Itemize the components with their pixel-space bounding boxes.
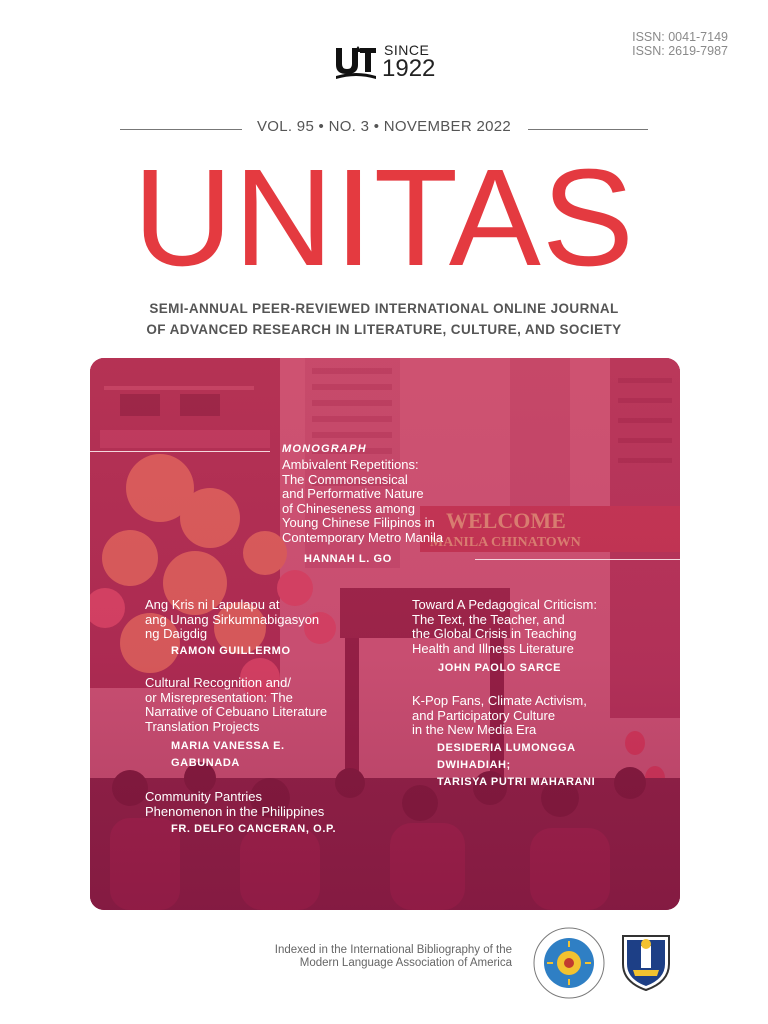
article-title-line: The Text, the Teacher, and — [412, 611, 565, 627]
article-right-1-author: JOHN PAOLO SARCE — [438, 662, 562, 674]
indexing-line-2: Modern Language Association of America — [299, 957, 512, 969]
monograph-title-line: of Chineseness among — [282, 500, 415, 516]
author-line: DWIHADIAH; — [437, 759, 511, 771]
issn-online: ISSN: 2619-7987 — [632, 44, 728, 58]
issn-block — [632, 30, 728, 58]
article-title-line: the Global Crisis in Teaching — [412, 626, 577, 641]
article-title-line: in the New Media Era — [412, 722, 537, 737]
article-title-line: Cultural Recognition and/ — [145, 675, 291, 690]
monograph-title-line: The Commonsensical — [282, 471, 408, 487]
indexing-note — [275, 944, 512, 970]
article-title-line: Community Pantries — [145, 789, 263, 804]
logo-since: SINCE — [384, 42, 430, 58]
article-title-line: Health and Illness Literature — [412, 640, 574, 656]
ust-logo — [334, 40, 444, 84]
article-left-3-title — [145, 790, 324, 819]
article-left-1-author: RAMON GUILLERMO — [171, 645, 291, 657]
monograph-label: MONOGRAPH — [282, 443, 367, 455]
article-right-2-title — [412, 694, 587, 738]
monograph-rule-right — [475, 559, 680, 560]
monograph-title-line: Young Chinese Filipinos in — [282, 515, 435, 530]
article-title-line: Phenomenon in the Philippines — [145, 803, 325, 819]
monograph-title-line: Contemporary Metro Manila — [282, 529, 444, 545]
article-title-line: Translation Projects — [145, 718, 260, 734]
article-left-2-title — [145, 676, 327, 734]
monograph-title-line: and Performative Nature — [282, 486, 424, 501]
ust-book-icon — [334, 42, 378, 80]
author-line: MARIA VANESSA E. — [171, 740, 285, 752]
article-left-1-title — [145, 598, 319, 642]
volume-rule-left — [120, 129, 242, 130]
volume-text: VOL. 95 • NO. 3 • NOVEMBER 2022 — [256, 118, 512, 135]
volume-line — [120, 118, 648, 136]
article-title-line: Ang Kris ni Lapulapu at — [145, 597, 280, 612]
subtitle-line-1: SEMI-ANNUAL PEER-REVIEWED INTERNATIONAL ONLINE JOURNAL — [149, 301, 619, 316]
article-title-line: or Misrepresentation: The — [145, 689, 293, 705]
article-right-2-authors — [437, 740, 595, 791]
indexing-line-1: Indexed in the International Bibliography of the — [274, 944, 512, 956]
volume-rule-right — [528, 129, 648, 130]
issn-print: ISSN: 0041-7149 — [632, 30, 728, 44]
cover-photo-panel — [90, 358, 680, 910]
article-title-line: Narrative of Cebuano Literature — [145, 704, 328, 719]
article-title-line: ng Daigdig — [145, 626, 208, 641]
subtitle-line-2: OF ADVANCED RESEARCH IN LITERATURE, CULTURE, AND SOCIETY — [146, 322, 622, 337]
logo-year: 1922 — [382, 55, 436, 82]
article-title-line: K-Pop Fans, Climate Activism, — [412, 693, 587, 708]
article-title-line: ang Unang Sirkumnabigasyon — [145, 611, 320, 627]
monograph-rule-left — [90, 451, 270, 452]
author-line: DESIDERIA LUMONGGA — [437, 742, 576, 754]
journal-title: UNITAS — [133, 141, 635, 295]
monograph-title-line: Ambivalent Repetitions: — [282, 457, 419, 472]
article-left-2-author — [171, 738, 285, 772]
monograph-author: HANNAH L. GO — [304, 553, 392, 565]
article-title-line: and Participatory Culture — [412, 707, 556, 723]
university-seal-icon — [529, 925, 609, 1001]
monograph-title — [282, 458, 443, 545]
author-line: GABUNADA — [171, 757, 240, 769]
faculty-crest-icon — [617, 930, 675, 992]
journal-subtitle — [0, 298, 768, 340]
article-title-line: Toward A Pedagogical Criticism: — [412, 597, 597, 612]
article-left-3-author: FR. DELFO CANCERAN, O.P. — [171, 823, 337, 835]
author-line: TARISYA PUTRI MAHARANI — [437, 776, 596, 788]
article-right-1-title — [412, 598, 597, 656]
